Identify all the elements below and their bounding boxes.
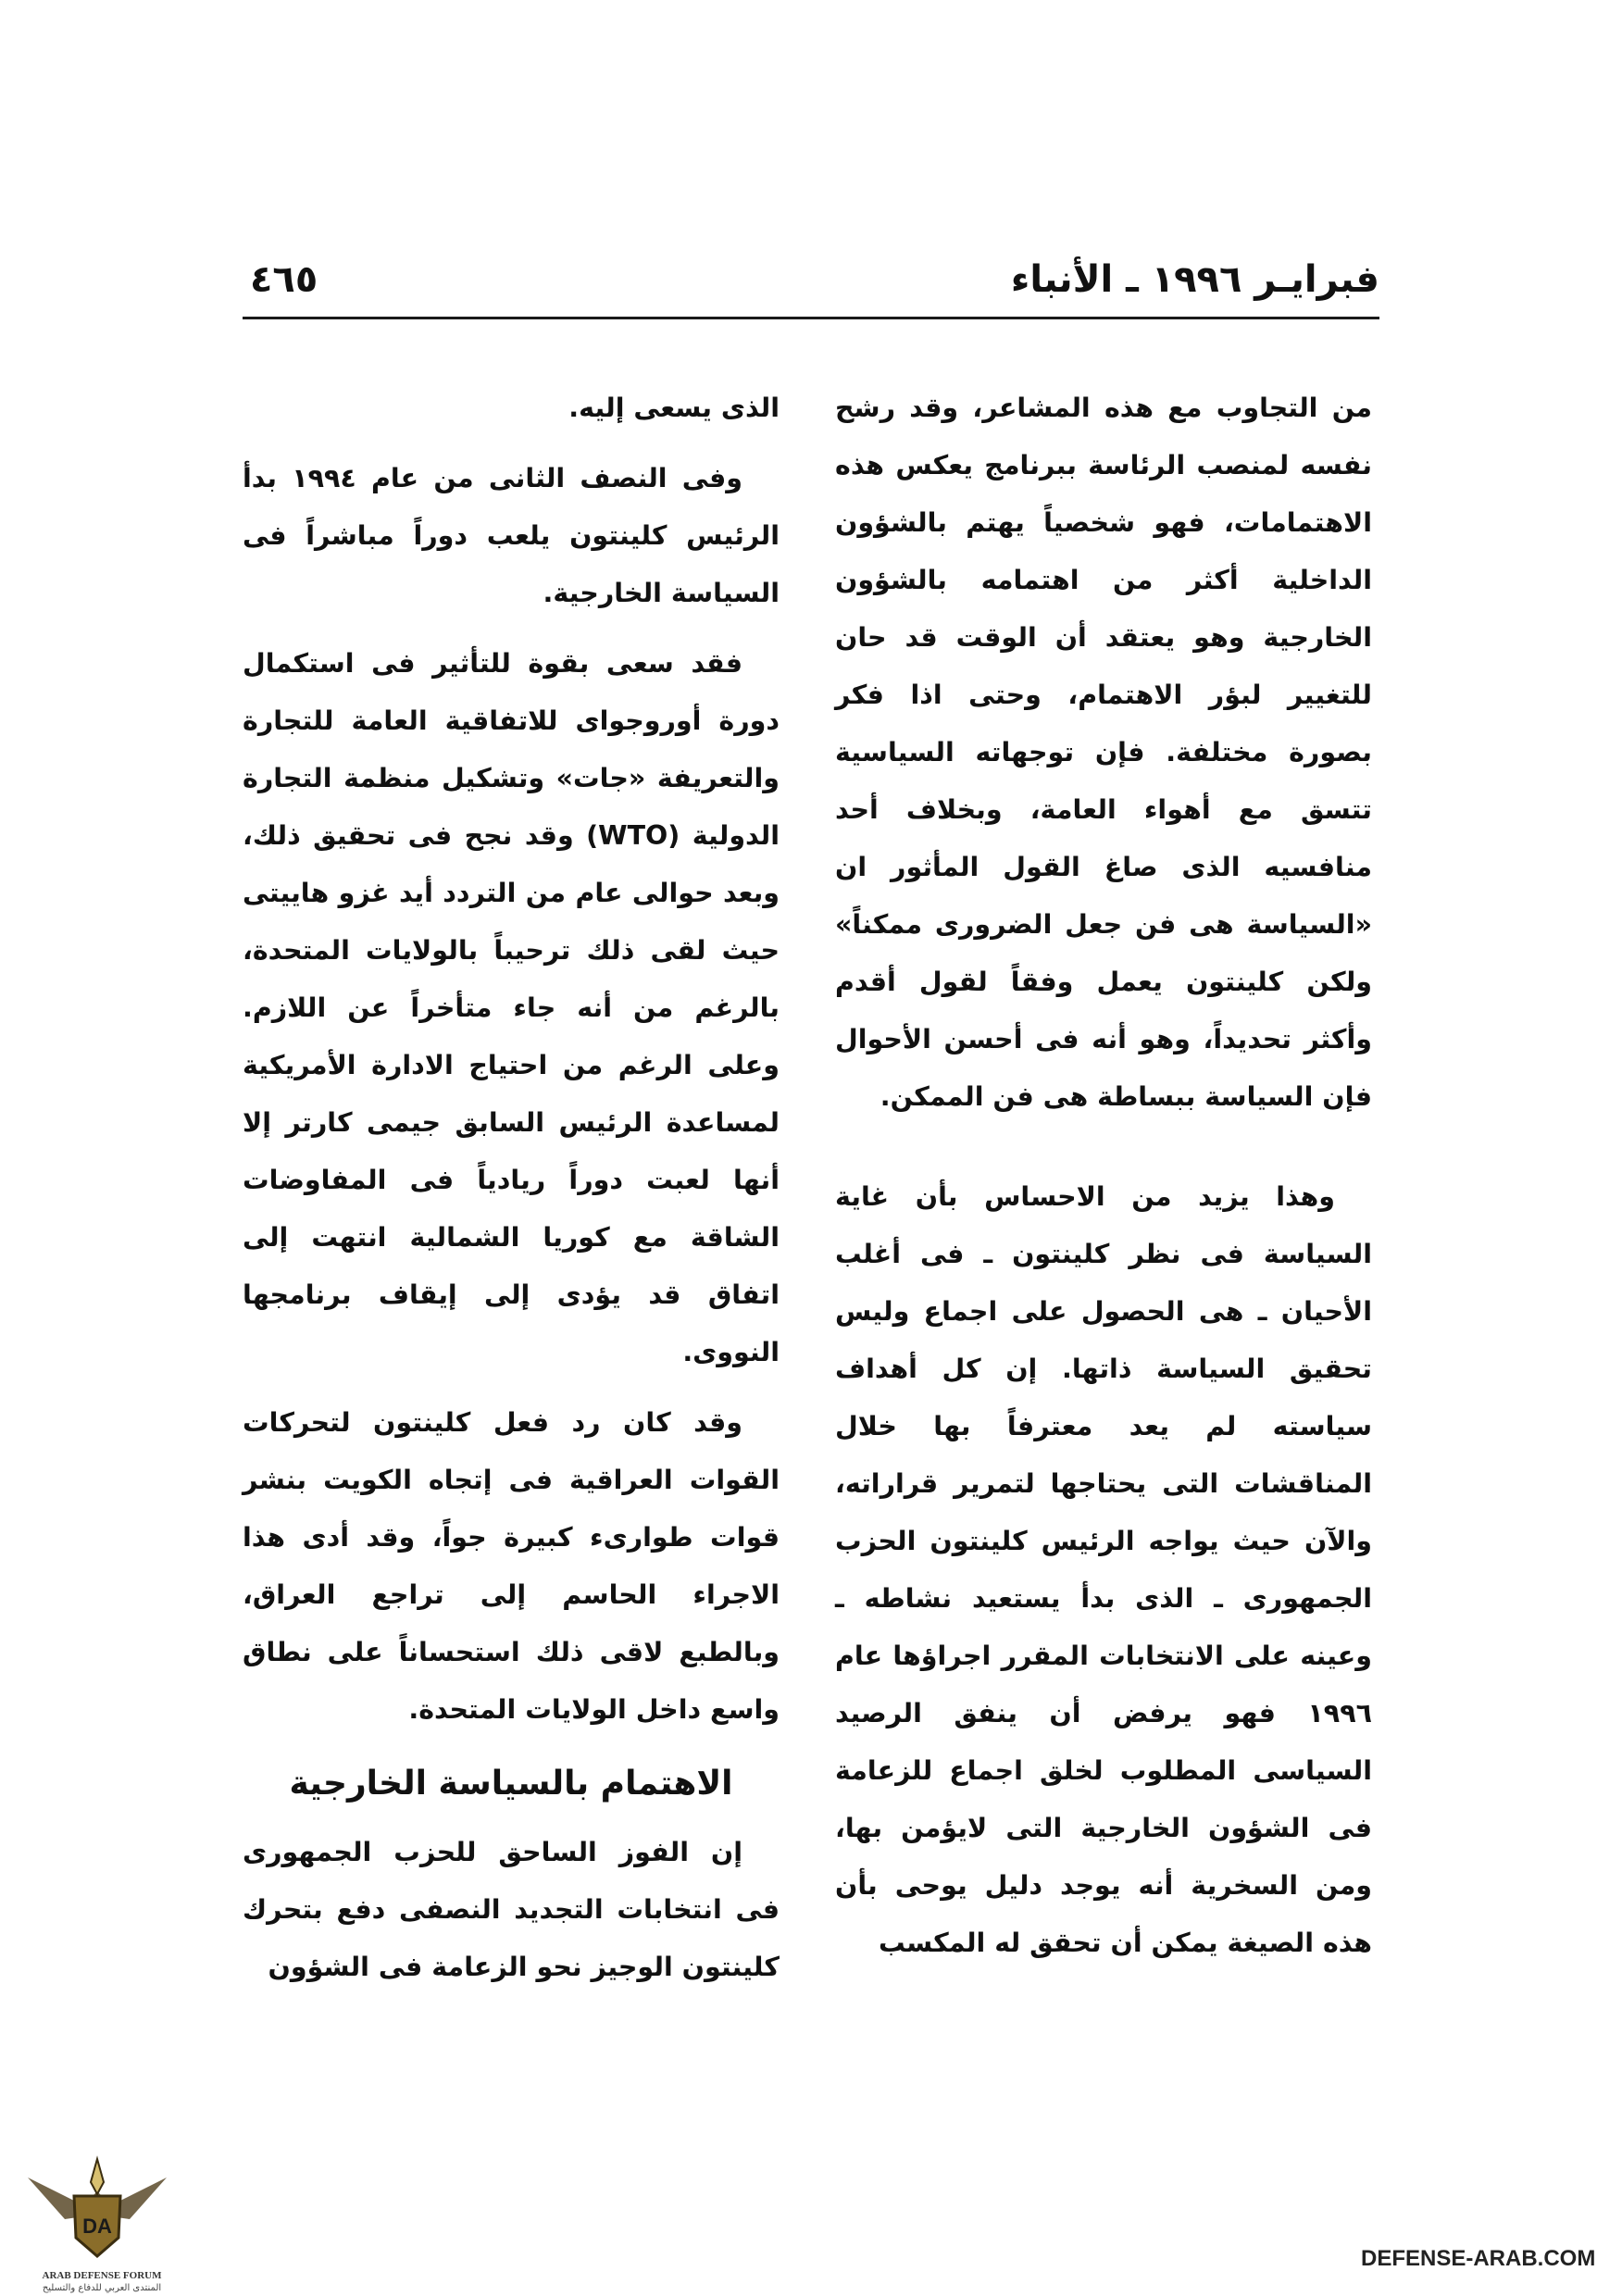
watermark-logo-arabic: المنتدى العربي للدفاع والتسليح [42, 2283, 162, 2293]
watermark-logo-name: ARAB DEFENSE FORUM [42, 2270, 162, 2281]
paragraph: وهذا يزيد من الاحساس بأن غاية السياسة فى نظر كلينتون ـ فى أغلب الأحيان ـ هى الحصول على اجماع وليس تحقيق السياسة ذاتها. إن كل أهداف سياسته لم يعد معترفاً بها خلال المناقشات التى يحتاجها لتمرير قراراته، والآن حيث يواجه الرئيس كلينتون الحزب الجمهورى ـ الذى بدأ يستعيد نشاطه ـ وعينه على الانتخابات المقرر اجراؤها عام ١٩٩٦ فهو يرفض أن ينفق الرصيد السياسى المطلوب لخلق اجماع للزعامة فى الشؤون الخارجية التى لايؤمن بها، ومن السخرية أنه يوجد دليل يوحى بأن هذه الصيغة يمكن أن تحقق له المكسب [835, 1181, 1372, 1958]
paragraph: وقد كان رد فعل كلينتون لتحركات القوات العراقية فى إتجاه الكويت بنشر قوات طوارىء كبيرة جواً، وقد أدى هذا الاجراء الحاسم إلى تراجع العراق، وبالطبع لاقى ذلك استحساناً على نطاق واسع داخل الولايات المتحدة. [243, 1407, 780, 1725]
paragraph: إن الفوز الساحق للحزب الجمهورى فى انتخابات التجديد النصفى دفع بتحرك كلينتون الوجيز نحو الزعامة فى الشؤون [243, 1837, 780, 1982]
section-heading: الاهتمام بالسياسة الخارجية [289, 1765, 733, 1803]
paragraph: فقد سعى بقوة للتأثير فى استكمال دورة أوروجواى للاتفاقية العامة للتجارة والتعريفة «جات» وتشكيل منظمة التجارة الدولية (WTO) وقد نجح فى تحقيق ذلك، وبعد حوالى عام من التردد أيد غزو هاييتى حيث لقى ذلك ترحيباً بالولايات المتحدة، بالرغم من أنه جاء متأخراً عن اللازم. وعلى الرغم من احتياج الادارة الأمريكية لمساعدة الرئيس السابق جيمى كارتر إلا أنها لعبت دوراً ريادياً فى المفاوضات الشاقة مع كوريا الشمالية انتهت إلى اتفاق قد يؤدى إلى إيقاف برنامجها النووى. [243, 648, 780, 1367]
left-column [243, 380, 780, 2203]
watermark-site: DEFENSE-ARAB.COM [1361, 2246, 1596, 2271]
paragraph-continuation: الذى يسعى إليه. [568, 393, 780, 423]
eagle-shield-icon [19, 2140, 176, 2289]
right-column [835, 380, 1372, 2203]
running-header [243, 252, 1379, 319]
page-number: ٤٦٥ [250, 258, 318, 301]
logo-initials: DA [82, 2215, 112, 2238]
paragraph: من التجاوب مع هذه المشاعر، وقد رشح نفسه لمنصب الرئاسة ببرنامج يعكس هذه الاهتمامات، فهو شخصياً يهتم بالشؤون الداخلية أكثر من اهتمامه بالشؤون الخارجية وهو يعتقد أن الوقت قد حان للتغيير لبؤر الاهتمام، وحتى اذا فكر بصورة مختلفة. فإن توجهاته السياسية تتسق مع أهواء العامة، وبخلاف أحد منافسيه الذى صاغ القول المأثور ان «السياسة هى فن جعل الضرورى ممكناً» ولكن كلينتون يعمل وفقاً لقول أقدم وأكثر تحديداً، وهو أنه فى أحسن الأحوال فإن السياسة ببساطة هى فن الممكن. [835, 393, 1372, 1112]
header-title: فبرايـر ١٩٩٦ ـ الأنباء [1010, 258, 1379, 301]
paragraph: وفى النصف الثانى من عام ١٩٩٤ بدأ الرئيس كلينتون يلعب دوراً مباشراً فى السياسة الخارجية. [243, 463, 780, 608]
